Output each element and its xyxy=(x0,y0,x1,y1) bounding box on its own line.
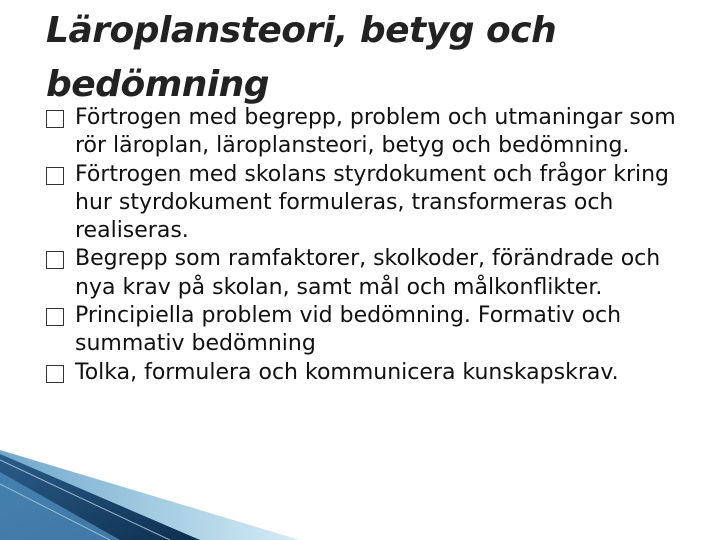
hollow-square-icon xyxy=(46,308,64,326)
hollow-square-icon xyxy=(46,365,64,383)
bullet-text: Tolka, formulera och kommunicera kunskapskrav. xyxy=(75,359,619,385)
bullet-item xyxy=(44,359,704,387)
bullet-text: Principiella problem vid bedömning. Formativ och summativ bedömning xyxy=(75,303,622,357)
bullet-text: Förtrogen med skolans styrdokument och frågor kring hur styrdokument formuleras, transformeras och realiseras. xyxy=(75,161,670,244)
bullet-item xyxy=(44,302,704,359)
slide-title: Läroplansteori, betyg och bedömning xyxy=(46,10,557,105)
bullet-item xyxy=(44,104,704,161)
hollow-square-icon xyxy=(46,167,64,185)
corner-decoration xyxy=(0,450,300,540)
bullet-item xyxy=(44,245,704,302)
bullet-text: Förtrogen med begrepp, problem och utmaningar som rör läroplan, läroplansteori, betyg och bedömning. xyxy=(75,105,676,159)
bullet-list xyxy=(44,104,704,387)
hollow-square-icon xyxy=(46,110,64,128)
hollow-square-icon xyxy=(46,251,64,269)
bullet-item xyxy=(44,161,704,246)
bullet-text: Begrepp som ramfaktorer, skolkoder, förändrade och nya krav på skolan, samt mål och målkonflikter. xyxy=(75,246,661,300)
